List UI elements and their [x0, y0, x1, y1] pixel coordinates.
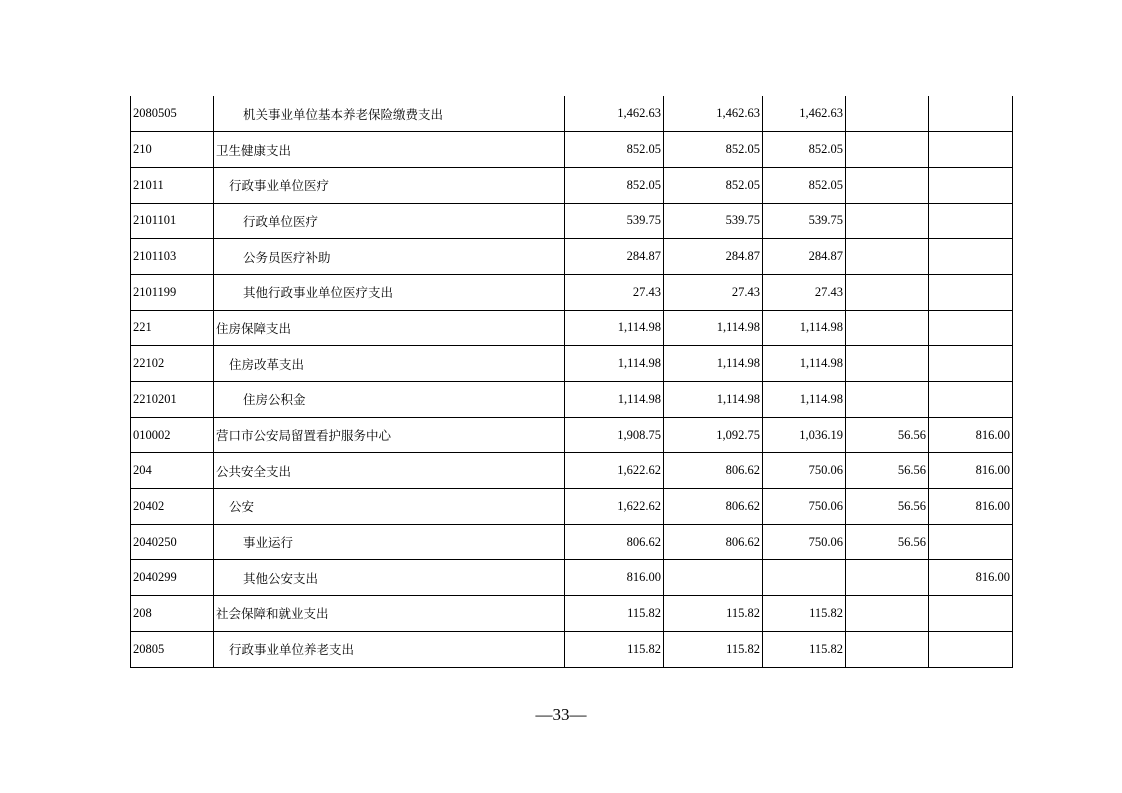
basic-subtotal-cell: 284.87 [664, 239, 763, 275]
subject-name-cell: 行政事业单位养老支出 [214, 631, 565, 667]
public-expense-cell [846, 631, 929, 667]
project-expense-cell [929, 203, 1013, 239]
subject-code-cell: 2210201 [131, 382, 214, 418]
project-expense-cell [929, 524, 1013, 560]
total-amount-cell: 115.82 [565, 631, 664, 667]
project-expense-cell [929, 346, 1013, 382]
subject-name-cell: 住房改革支出 [214, 346, 565, 382]
public-expense-cell [846, 132, 929, 168]
total-amount-cell: 1,908.75 [565, 417, 664, 453]
subject-name-cell: 住房公积金 [214, 382, 565, 418]
basic-subtotal-cell: 806.62 [664, 489, 763, 525]
public-expense-cell [846, 96, 929, 132]
public-expense-cell [846, 310, 929, 346]
personnel-cell: 284.87 [763, 239, 846, 275]
personnel-cell: 852.05 [763, 167, 846, 203]
table-row [131, 239, 1013, 275]
personnel-cell: 750.06 [763, 453, 846, 489]
subject-code-cell: 20805 [131, 631, 214, 667]
personnel-cell: 539.75 [763, 203, 846, 239]
project-expense-cell: 816.00 [929, 489, 1013, 525]
personnel-cell: 1,462.63 [763, 96, 846, 132]
basic-subtotal-cell: 852.05 [664, 167, 763, 203]
subject-code-cell: 210 [131, 132, 214, 168]
table-row [131, 132, 1013, 168]
public-expense-cell: 56.56 [846, 453, 929, 489]
public-expense-cell [846, 239, 929, 275]
basic-subtotal-cell: 1,114.98 [664, 346, 763, 382]
subject-name-cell: 机关事业单位基本养老保险缴费支出 [214, 96, 565, 132]
subject-name-cell: 营口市公安局留置看护服务中心 [214, 417, 565, 453]
public-expense-cell: 56.56 [846, 417, 929, 453]
basic-subtotal-cell: 1,462.63 [664, 96, 763, 132]
table-row [131, 96, 1013, 132]
public-expense-cell: 56.56 [846, 489, 929, 525]
basic-subtotal-cell: 27.43 [664, 274, 763, 310]
project-expense-cell [929, 631, 1013, 667]
subject-name-cell: 住房保障支出 [214, 310, 565, 346]
basic-subtotal-cell: 1,114.98 [664, 310, 763, 346]
project-expense-cell [929, 274, 1013, 310]
project-expense-cell: 816.00 [929, 560, 1013, 596]
project-expense-cell: 816.00 [929, 417, 1013, 453]
table-row [131, 382, 1013, 418]
basic-subtotal-cell: 806.62 [664, 524, 763, 560]
public-expense-cell: 56.56 [846, 524, 929, 560]
basic-subtotal-cell: 115.82 [664, 631, 763, 667]
budget-table-container [130, 96, 1012, 668]
project-expense-cell [929, 96, 1013, 132]
subject-code-cell: 21011 [131, 167, 214, 203]
table-row [131, 310, 1013, 346]
subject-code-cell: 2040299 [131, 560, 214, 596]
table-row [131, 167, 1013, 203]
total-amount-cell: 1,114.98 [565, 346, 664, 382]
subject-code-cell: 20402 [131, 489, 214, 525]
project-expense-cell [929, 167, 1013, 203]
project-expense-cell [929, 239, 1013, 275]
total-amount-cell: 1,114.98 [565, 310, 664, 346]
public-expense-cell [846, 203, 929, 239]
public-expense-cell [846, 596, 929, 632]
table-row [131, 453, 1013, 489]
total-amount-cell: 539.75 [565, 203, 664, 239]
total-amount-cell: 806.62 [565, 524, 664, 560]
subject-name-cell: 卫生健康支出 [214, 132, 565, 168]
subject-code-cell: 2101101 [131, 203, 214, 239]
subject-code-cell: 221 [131, 310, 214, 346]
personnel-cell [763, 560, 846, 596]
project-expense-cell [929, 310, 1013, 346]
subject-name-cell: 行政事业单位医疗 [214, 167, 565, 203]
subject-name-cell: 事业运行 [214, 524, 565, 560]
personnel-cell: 27.43 [763, 274, 846, 310]
subject-name-cell: 公安 [214, 489, 565, 525]
total-amount-cell: 284.87 [565, 239, 664, 275]
table-row [131, 346, 1013, 382]
public-expense-cell [846, 382, 929, 418]
project-expense-cell [929, 596, 1013, 632]
table-row [131, 489, 1013, 525]
public-expense-cell [846, 274, 929, 310]
public-expense-cell [846, 560, 929, 596]
subject-code-cell: 2101103 [131, 239, 214, 275]
personnel-cell: 1,114.98 [763, 310, 846, 346]
subject-name-cell: 行政单位医疗 [214, 203, 565, 239]
personnel-cell: 750.06 [763, 489, 846, 525]
basic-subtotal-cell: 1,092.75 [664, 417, 763, 453]
table-row [131, 560, 1013, 596]
table-row [131, 417, 1013, 453]
subject-name-cell: 其他行政事业单位医疗支出 [214, 274, 565, 310]
total-amount-cell: 1,622.62 [565, 489, 664, 525]
total-amount-cell: 1,114.98 [565, 382, 664, 418]
total-amount-cell: 1,462.63 [565, 96, 664, 132]
personnel-cell: 852.05 [763, 132, 846, 168]
personnel-cell: 1,114.98 [763, 382, 846, 418]
total-amount-cell: 852.05 [565, 132, 664, 168]
basic-subtotal-cell: 1,114.98 [664, 382, 763, 418]
total-amount-cell: 816.00 [565, 560, 664, 596]
basic-subtotal-cell: 852.05 [664, 132, 763, 168]
subject-code-cell: 010002 [131, 417, 214, 453]
total-amount-cell: 115.82 [565, 596, 664, 632]
project-expense-cell [929, 132, 1013, 168]
subject-code-cell: 208 [131, 596, 214, 632]
subject-code-cell: 2101199 [131, 274, 214, 310]
total-amount-cell: 27.43 [565, 274, 664, 310]
project-expense-cell [929, 382, 1013, 418]
table-body [131, 96, 1013, 667]
public-expense-cell [846, 346, 929, 382]
project-expense-cell: 816.00 [929, 453, 1013, 489]
total-amount-cell: 852.05 [565, 167, 664, 203]
subject-name-cell: 社会保障和就业支出 [214, 596, 565, 632]
personnel-cell: 750.06 [763, 524, 846, 560]
personnel-cell: 1,036.19 [763, 417, 846, 453]
personnel-cell: 115.82 [763, 631, 846, 667]
table-row [131, 524, 1013, 560]
basic-subtotal-cell: 806.62 [664, 453, 763, 489]
basic-subtotal-cell [664, 560, 763, 596]
personnel-cell: 115.82 [763, 596, 846, 632]
table-row [131, 596, 1013, 632]
subject-name-cell: 其他公安支出 [214, 560, 565, 596]
budget-table [130, 96, 1013, 668]
public-expense-cell [846, 167, 929, 203]
subject-code-cell: 22102 [131, 346, 214, 382]
subject-code-cell: 2040250 [131, 524, 214, 560]
basic-subtotal-cell: 539.75 [664, 203, 763, 239]
table-row [131, 274, 1013, 310]
personnel-cell: 1,114.98 [763, 346, 846, 382]
table-row [131, 631, 1013, 667]
total-amount-cell: 1,622.62 [565, 453, 664, 489]
subject-code-cell: 204 [131, 453, 214, 489]
subject-name-cell: 公共安全支出 [214, 453, 565, 489]
subject-name-cell: 公务员医疗补助 [214, 239, 565, 275]
subject-code-cell: 2080505 [131, 96, 214, 132]
basic-subtotal-cell: 115.82 [664, 596, 763, 632]
page-number: —33— [535, 705, 587, 724]
table-row [131, 203, 1013, 239]
